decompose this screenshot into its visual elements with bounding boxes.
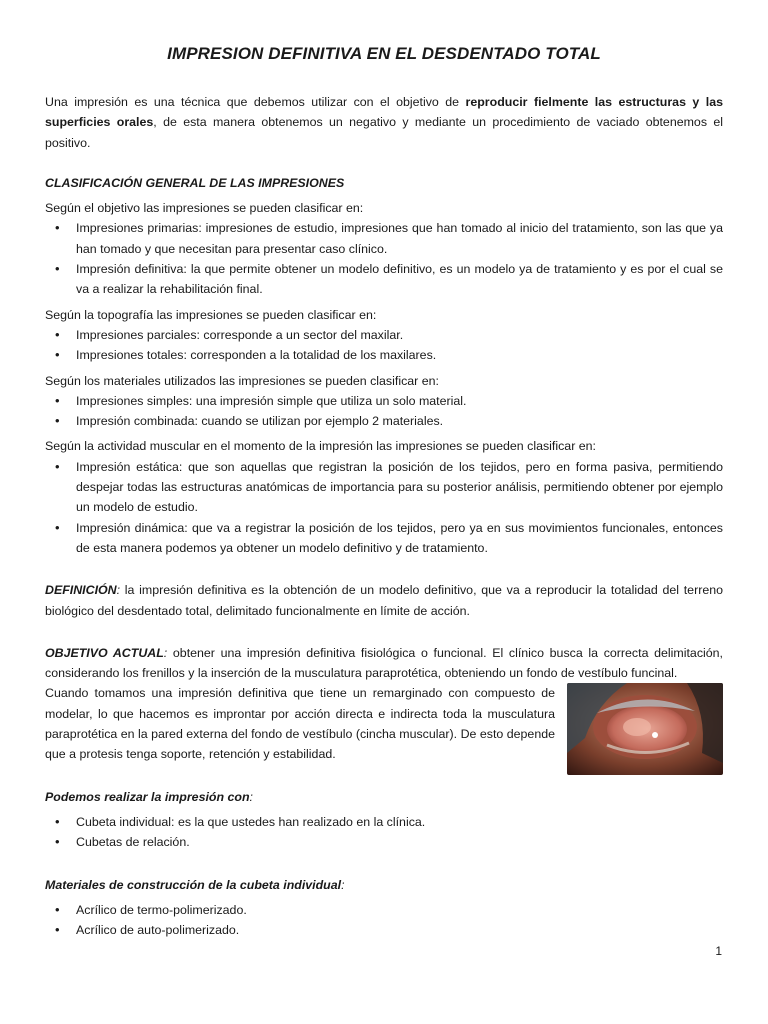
list-item: • Acrílico de termo-polimerizado. bbox=[45, 900, 723, 920]
materiales-list bbox=[45, 900, 723, 941]
list-item: • Acrílico de auto-polimerizado. bbox=[45, 920, 723, 940]
group-list-objetivo bbox=[45, 218, 723, 299]
classification-section bbox=[45, 173, 723, 558]
materiales-colon: : bbox=[341, 877, 345, 892]
objective-paragraph bbox=[45, 643, 723, 684]
objective-label: OBJETIVO ACTUAL bbox=[45, 645, 164, 660]
group-list-topografia bbox=[45, 325, 723, 366]
definition-paragraph bbox=[45, 580, 723, 621]
realizar-list bbox=[45, 812, 723, 853]
list-item: • Impresiones parciales: corresponde a un sector del maxilar. bbox=[45, 325, 723, 345]
list-item: • Impresiones primarias: impresiones de estudio, impresiones que han tomado al inicio del tratamiento, son las que ya han tomado y que necesitan para presentar caso clínico. bbox=[45, 218, 723, 259]
definition-colon: : bbox=[116, 583, 121, 598]
materiales-section bbox=[45, 875, 723, 941]
list-item: • Impresión definitiva: la que permite obtener un modelo definitivo, es un modelo ya de tratamiento y es por el cual se va a realizar la rehabilitación final. bbox=[45, 259, 723, 300]
objective-colon: : bbox=[163, 645, 168, 660]
intro-text-pre: Una impresión es una técnica que debemos utilizar con el objetivo de bbox=[45, 95, 466, 109]
list-item: • Impresiones totales: corresponden a la totalidad de los maxilares. bbox=[45, 345, 723, 365]
definition-text: la impresión definitiva es la obtención de un modelo definitivo, que va a reproducir la totalidad del terreno biológico del desdentado total, delimitado funcionalmente en límite de acción. bbox=[45, 583, 723, 618]
group-lead-topografia: Según la topografía las impresiones se pueden clasificar en: bbox=[45, 307, 377, 322]
list-item: • Cubeta individual: es la que ustedes han realizado en la clínica. bbox=[45, 812, 723, 832]
group-lead-materiales: Según los materiales utilizados las impresiones se pueden clasificar en: bbox=[45, 373, 439, 388]
list-item: • Impresiones simples: una impresión simple que utiliza un solo material. bbox=[45, 391, 723, 411]
realizar-heading-line bbox=[45, 787, 723, 807]
realizar-section bbox=[45, 787, 723, 853]
clinical-photo bbox=[567, 683, 723, 775]
materiales-heading-line bbox=[45, 875, 723, 895]
group-list-materiales bbox=[45, 391, 723, 432]
objective-text: obtener una impresión definitiva fisiológica o funcional. El clínico busca la correcta delimitación, considerando los frenillos y la inserción de la musculatura paraprotética, obteniendo un fondo de vestíbulo funcinal. bbox=[45, 645, 723, 681]
materiales-heading: Materiales de construcción de la cubeta individual bbox=[45, 877, 342, 892]
list-item: • Impresión combinada: cuando se utilizan por ejemplo 2 materiales. bbox=[45, 411, 723, 431]
realizar-colon: : bbox=[249, 789, 253, 804]
realizar-heading: Podemos realizar la impresión con bbox=[45, 789, 250, 804]
document-title: IMPRESION DEFINITIVA EN EL DESDENTADO TOTAL bbox=[167, 44, 601, 63]
intro-paragraph bbox=[45, 92, 723, 153]
list-item: • Cubetas de relación. bbox=[45, 832, 723, 852]
group-lead-objetivo: Según el objetivo las impresiones se pueden clasificar en: bbox=[45, 201, 364, 216]
list-item: • Impresión estática: que son aquellas que registran la posición de los tejidos, pero en forma pasiva, permitiendo despejar todas las estructuras anatómicas de importancia para su posterior análisis, permitiendo obtener por ejemplo un modelo de estudio. bbox=[45, 457, 723, 518]
group-lead-actividad: Según la actividad muscular en el momento de la impresión las impresiones se pueden clasificar en: bbox=[45, 439, 596, 454]
page-number: 1 bbox=[715, 944, 722, 958]
classification-heading: CLASIFICACIÓN GENERAL DE LAS IMPRESIONES bbox=[45, 175, 345, 190]
list-item: • Impresión dinámica: que va a registrar la posición de los tejidos, pero ya en sus movimientos funcionales, entonces de esta manera podemos ya obtener un modelo definitivo y de tratamiento. bbox=[45, 518, 723, 559]
intro-text-bold: reproducir fielmente las estructuras y las superficies orales bbox=[45, 95, 723, 130]
objective-continuation bbox=[45, 683, 723, 764]
group-list-actividad bbox=[45, 457, 723, 558]
document-page bbox=[45, 44, 723, 945]
objective-text-2: Cuando tomamos una impresión definitiva que tiene un remarginado con compuesto de modelar, lo que hacemos es improntar por acción directa e indirecta toda la musculatura paraprotética en la pared externa del fondo de vestíbulo (cincha muscular). De esto depende que a protesis tenga soporte, retención y estabilidad. bbox=[45, 686, 555, 762]
intro-text-post: , de esta manera obtenemos un negativo y mediante un procedimiento de vaciado obtenemos el positivo. bbox=[45, 115, 724, 150]
definition-label: DEFINICIÓN bbox=[45, 583, 117, 598]
